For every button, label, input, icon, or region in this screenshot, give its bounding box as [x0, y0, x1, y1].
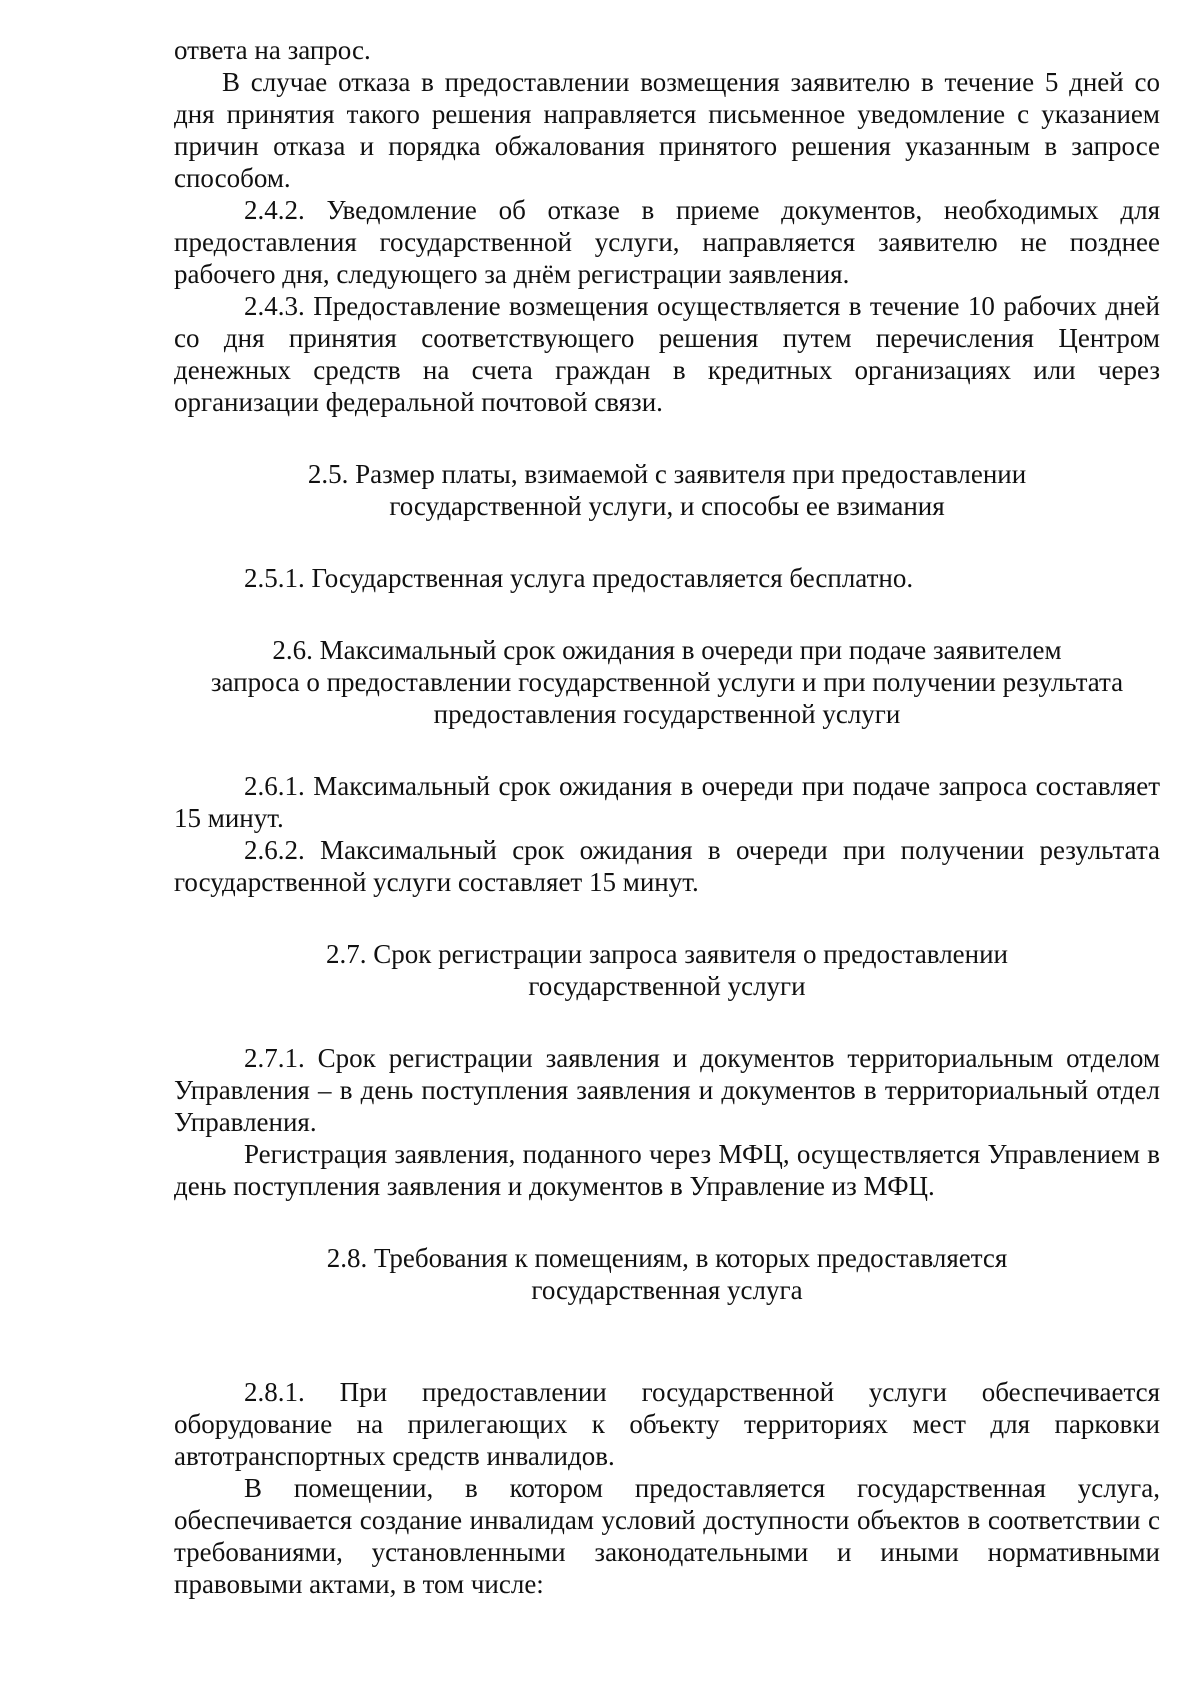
heading-line: государственной услуги	[528, 971, 806, 1001]
heading-line: 2.7. Срок регистрации запроса заявителя о предоставлении	[325, 939, 1008, 969]
section-heading-2-7	[174, 938, 1160, 1002]
paragraph-accessibility: В помещении, в котором предоставляется государственная услуга, обеспечивается создание инвалидам условий доступности объектов в соответствии с требованиями, установленными законодательными и иными нормативными правовыми актами, в том числе:	[174, 1473, 1160, 1599]
section-heading-2-6	[174, 634, 1160, 730]
paragraph-2-8-1: 2.8.1. При предоставлении государственной услуги обеспечивается оборудование на прилегающих к объекту территориях мест для парковки автотранспортных средств инвалидов.	[174, 1377, 1160, 1471]
section-heading-2-8	[174, 1242, 1160, 1306]
paragraph-2-5-1: 2.5.1. Государственная услуга предоставляется бесплатно.	[244, 563, 914, 593]
heading-line: 2.6. Максимальный срок ожидания в очереди при подаче заявителем	[272, 635, 1062, 665]
document-body	[174, 34, 1160, 1600]
paragraph-2-4-3: 2.4.3. Предоставление возмещения осуществляется в течение 10 рабочих дней со дня принятия соответствующего решения путем перечисления Центром денежных средств на счета граждан в кредитных организациях или через организации федеральной почтовой связи.	[174, 291, 1160, 417]
paragraph-2-6-1: 2.6.1. Максимальный срок ожидания в очереди при подаче запроса составляет 15 минут.	[174, 771, 1160, 833]
paragraph-2-7-1: 2.7.1. Срок регистрации заявления и документов территориальным отделом Управления – в день поступления заявления и документов в территориальный отдел Управления.	[174, 1043, 1160, 1137]
paragraph-continuation: ответа на запрос.	[174, 35, 371, 65]
heading-line: предоставления государственной услуги	[433, 699, 901, 729]
paragraph-mfc-registration: Регистрация заявления, поданного через МФЦ, осуществляется Управлением в день поступления заявления и документов в Управление из МФЦ.	[174, 1139, 1160, 1201]
heading-line: запроса о предоставлении государственной услуги и при получении результата	[210, 667, 1124, 697]
paragraph-2-6-2: 2.6.2. Максимальный срок ожидания в очереди при получении результата государственной услуги составляет 15 минут.	[174, 835, 1160, 897]
heading-line: государственной услуги, и способы ее взимания	[389, 491, 945, 521]
heading-line: 2.5. Размер платы, взимаемой с заявителя при предоставлении	[307, 459, 1027, 489]
heading-line: 2.8. Требования к помещениям, в которых предоставляется	[326, 1243, 1008, 1273]
paragraph-refusal-notice: В случае отказа в предоставлении возмещения заявителю в течение 5 дней со дня принятия такого решения направляется письменное уведомление с указанием причин отказа и порядка обжалования принятого решения указанным в запросе способом.	[174, 67, 1160, 193]
heading-line: государственная услуга	[531, 1275, 803, 1305]
section-heading-2-5	[174, 458, 1160, 522]
paragraph-2-4-2: 2.4.2. Уведомление об отказе в приеме документов, необходимых для предоставления государственной услуги, направляется заявителю не позднее рабочего дня, следующего за днём регистрации заявления.	[174, 195, 1160, 289]
